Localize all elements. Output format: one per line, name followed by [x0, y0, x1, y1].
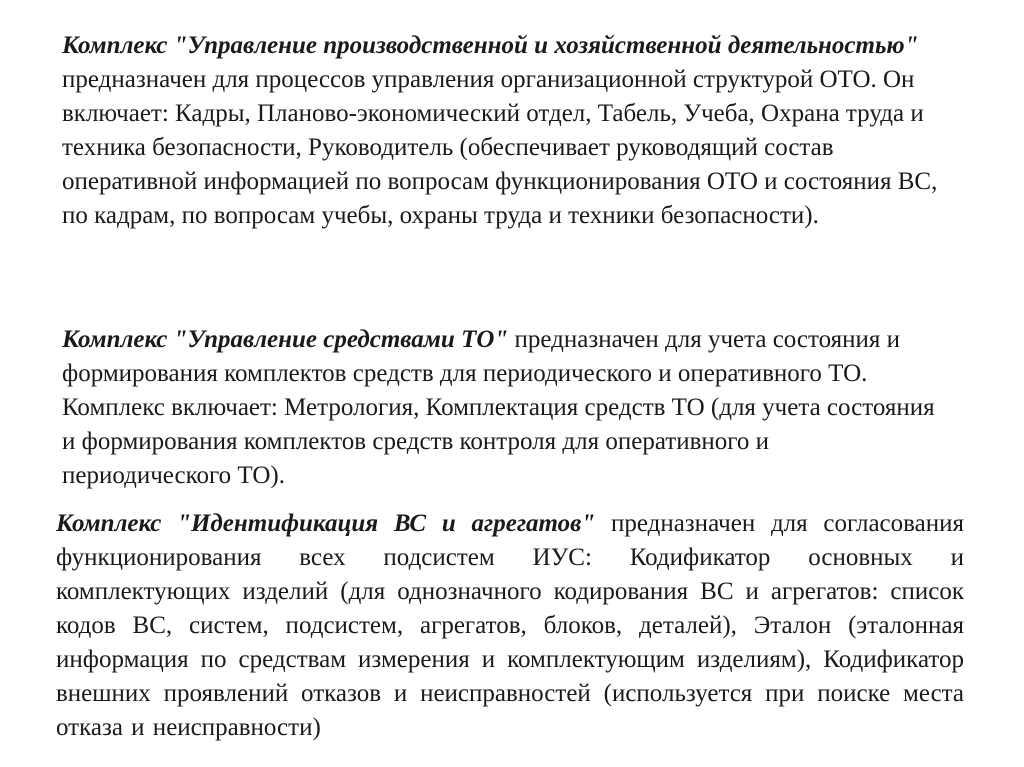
- paragraph-identification-complex: [56, 507, 964, 745]
- paragraph-lead: Комплекс "Управление средствами ТО": [62, 326, 509, 353]
- paragraph-lead: Комплекс "Идентификация ВС и агрегатов": [56, 510, 596, 537]
- paragraph-text: предназначен для процессов управления организационной структурой ОТО. Он включает: Кадры, Планово-экономический отдел, Табель, Учеба, Охрана труда и техника безопасности, Руководитель (обеспечивает руководящий состав оперативной информацией по вопросам функционирования ОТО и состояния ВС, по кадрам, по вопросам учебы, охраны труда и техники безопасности).: [62, 66, 938, 229]
- paragraph-text: предназначен для учета состояния и формирования комплектов средств для периодического и оперативного ТО. Комплекс включает: Метрология, Комплектация средств ТО (для учета состояния и формирования комплектов средств контроля для оперативного и периодического ТО).: [62, 326, 935, 489]
- paragraph-maintenance-means-complex: [62, 323, 942, 493]
- paragraph-text: предназначен для согласования функционирования всех подсистем ИУС: Кодификатор основных и комплектующих изделий (для однозначного кодирования ВС и агрегатов: список кодов ВС, систем, подсистем, агрегатов, блоков, деталей), Эталон (эталонная информация по средствам измерения и комплектующим изделиям), Кодификатор внешних проявлений отказов и неисправностей (используется при поиске места отказа и неисправности): [56, 510, 964, 741]
- paragraph-management-complex: [62, 29, 942, 233]
- paragraph-lead: Комплекс "Управление производственной и хозяйственной деятельностью": [62, 32, 919, 59]
